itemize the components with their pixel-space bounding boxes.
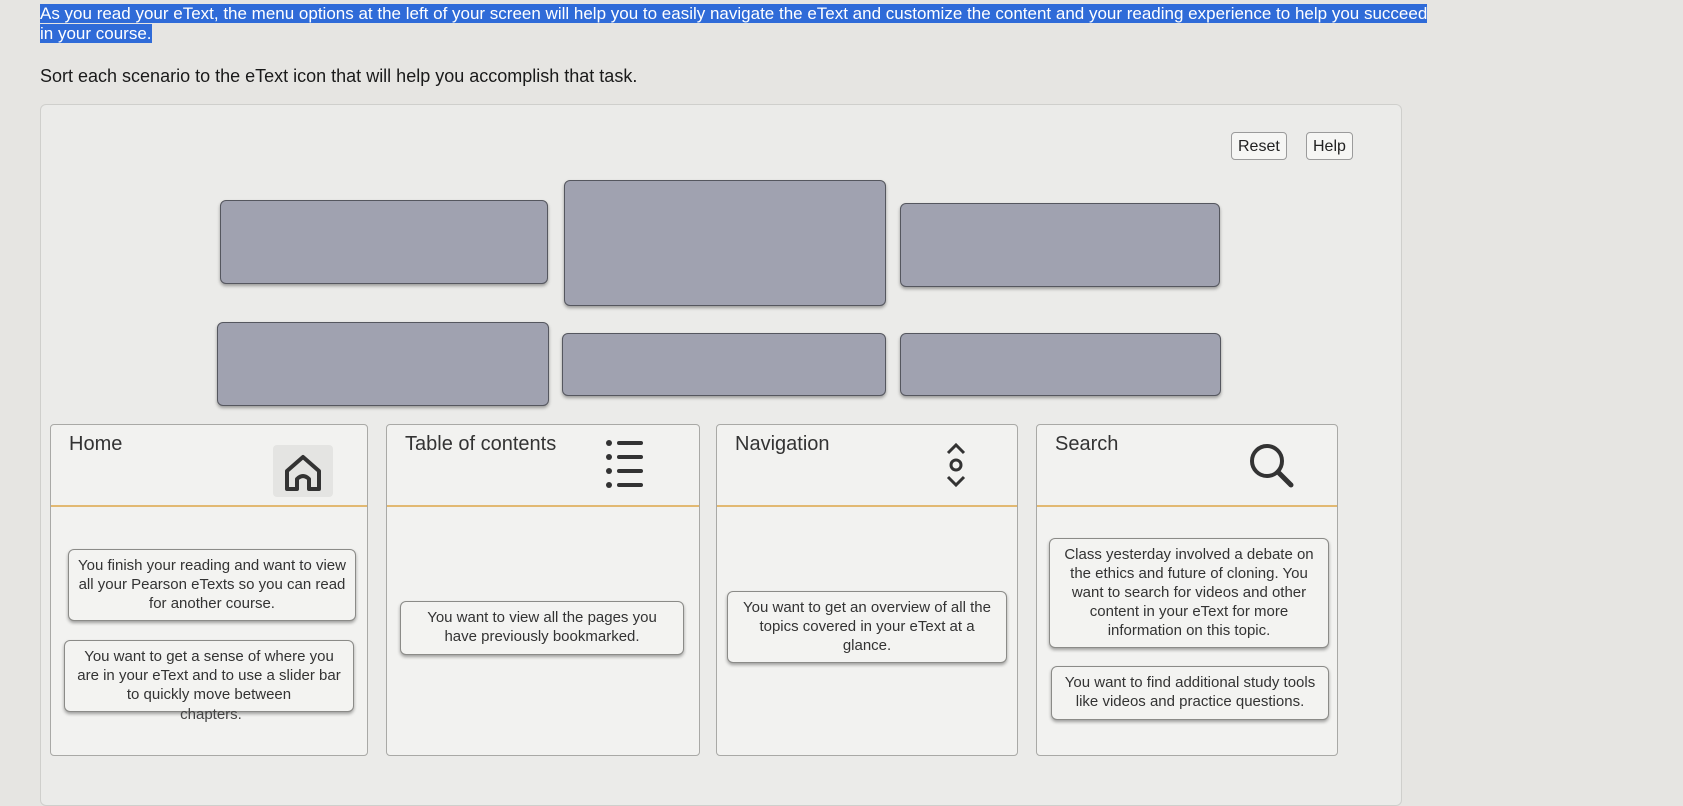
intro-line-2: in your course. [40, 24, 152, 43]
card-overflow-text: chapters. [180, 706, 242, 723]
intro-text [40, 4, 1650, 44]
drop-slot[interactable] [564, 180, 886, 306]
home-icon [273, 445, 333, 497]
category-header [387, 425, 699, 507]
scenario-card[interactable]: You want to find additional study tools like videos and practice questions. [1051, 666, 1329, 720]
drop-slot[interactable] [562, 333, 886, 396]
category-header [717, 425, 1017, 507]
drop-slot[interactable] [900, 203, 1220, 287]
category-navigation[interactable] [716, 424, 1018, 756]
drop-slot[interactable] [220, 200, 548, 284]
category-header [51, 425, 367, 507]
scenario-card[interactable]: Class yesterday involved a debate on the ethics and future of cloning. You want to search for videos and other content in your eText for more information on this topic. [1049, 538, 1329, 648]
list-icon [601, 435, 651, 499]
category-title: Search [1055, 433, 1119, 455]
instruction-text: Sort each scenario to the eText icon that will help you accomplish that task. [40, 66, 638, 86]
category-table-of-contents[interactable] [386, 424, 700, 756]
search-icon [1243, 437, 1299, 493]
category-title: Navigation [735, 433, 830, 455]
help-button[interactable]: Help [1306, 132, 1353, 160]
category-title: Table of contents [405, 433, 557, 455]
drop-slot[interactable] [217, 322, 549, 406]
scenario-card[interactable]: You want to get a sense of where you are in your eText and to use a slider bar to quickly move between [64, 640, 354, 712]
intro-line-1: As you read your eText, the menu options at the left of your screen will help you to easily navigate the eText and customize the content and your reading experience to help you succeed [40, 4, 1428, 23]
scenario-card[interactable]: You want to get an overview of all the topics covered in your eText at a glance. [727, 591, 1007, 663]
scenario-card[interactable]: You finish your reading and want to view all your Pearson eTexts so you can read for another course. [68, 549, 356, 621]
scenario-card[interactable]: You want to view all the pages you have previously bookmarked. [400, 601, 684, 655]
navigation-icon [941, 437, 971, 493]
category-title: Home [69, 433, 123, 455]
drop-slot[interactable] [900, 333, 1221, 396]
reset-button[interactable]: Reset [1231, 132, 1287, 160]
category-header [1037, 425, 1337, 507]
